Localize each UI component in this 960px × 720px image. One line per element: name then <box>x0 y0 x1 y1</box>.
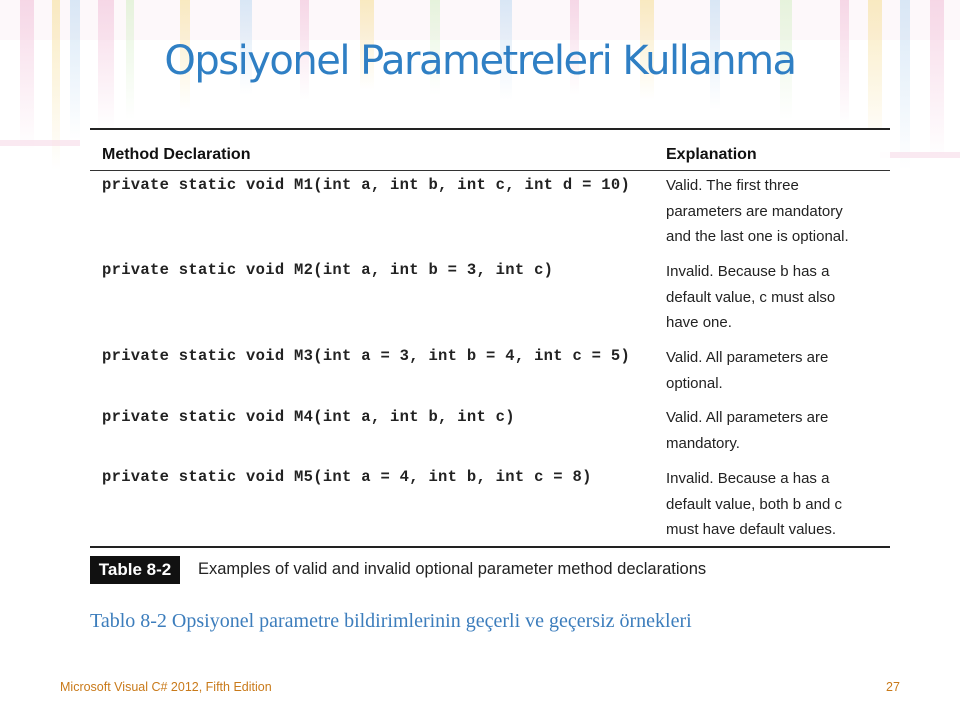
row-1-explanation-line: Valid. The first three <box>666 177 799 194</box>
row-3-explanation-line: optional. <box>666 374 723 392</box>
row-1-explanation <box>666 173 881 250</box>
row-5-explanation <box>666 466 881 543</box>
row-5-explanation-line: must have default values. <box>666 521 837 538</box>
footer-source: Microsoft Visual C# 2012, Fifth Edition <box>60 680 272 694</box>
row-4-method-declaration: private static void M4(int a, int b, int c) <box>102 408 515 426</box>
row-2-explanation-line: default value, c must also <box>666 288 836 306</box>
method-declaration-table <box>90 128 890 548</box>
table-caption-text: Examples of valid and invalid optional parameter method declarations <box>198 560 707 578</box>
row-3-method-declaration: private static void M3(int a = 3, int b = 4, int c = 5) <box>102 347 631 365</box>
row-3-explanation <box>666 345 881 396</box>
row-1-method-declaration: private static void M1(int a, int b, int c, int d = 10) <box>102 176 631 194</box>
row-2-method-declaration: private static void M2(int a, int b = 3, int c) <box>102 261 554 279</box>
table-bottom-rule <box>90 546 890 548</box>
row-2-explanation-line: have one. <box>666 314 732 331</box>
slide-title: Opsiyonel Parametreleri Kullanma <box>164 38 796 84</box>
row-1-explanation-line: and the last one is optional. <box>666 228 849 245</box>
column-header-explanation: Explanation <box>666 146 757 163</box>
row-5-explanation-line: Invalid. Because a has a <box>666 470 830 487</box>
turkish-caption: Tablo 8-2 Opsiyonel parametre bildirimlerinin geçerli ve geçersiz örnekleri <box>90 610 692 632</box>
row-4-explanation <box>666 405 881 456</box>
row-1-explanation-line: parameters are mandatory <box>666 202 843 220</box>
row-2-explanation <box>666 259 881 336</box>
row-5-explanation-line: default value, both b and c <box>666 495 842 513</box>
table-number-badge: Table 8-2 <box>90 556 180 584</box>
row-2-explanation-line: Invalid. Because b has a <box>666 263 830 280</box>
column-header-method-declaration: Method Declaration <box>102 146 251 163</box>
row-4-explanation-line: Valid. All parameters are <box>666 409 829 426</box>
row-3-explanation-line: Valid. All parameters are <box>666 349 829 366</box>
row-5-method-declaration: private static void M5(int a = 4, int b, int c = 8) <box>102 468 592 486</box>
page-number: 27 <box>886 680 900 694</box>
table-header-rule <box>90 170 890 171</box>
row-4-explanation-line: mandatory. <box>666 434 740 452</box>
table-caption <box>90 556 890 586</box>
